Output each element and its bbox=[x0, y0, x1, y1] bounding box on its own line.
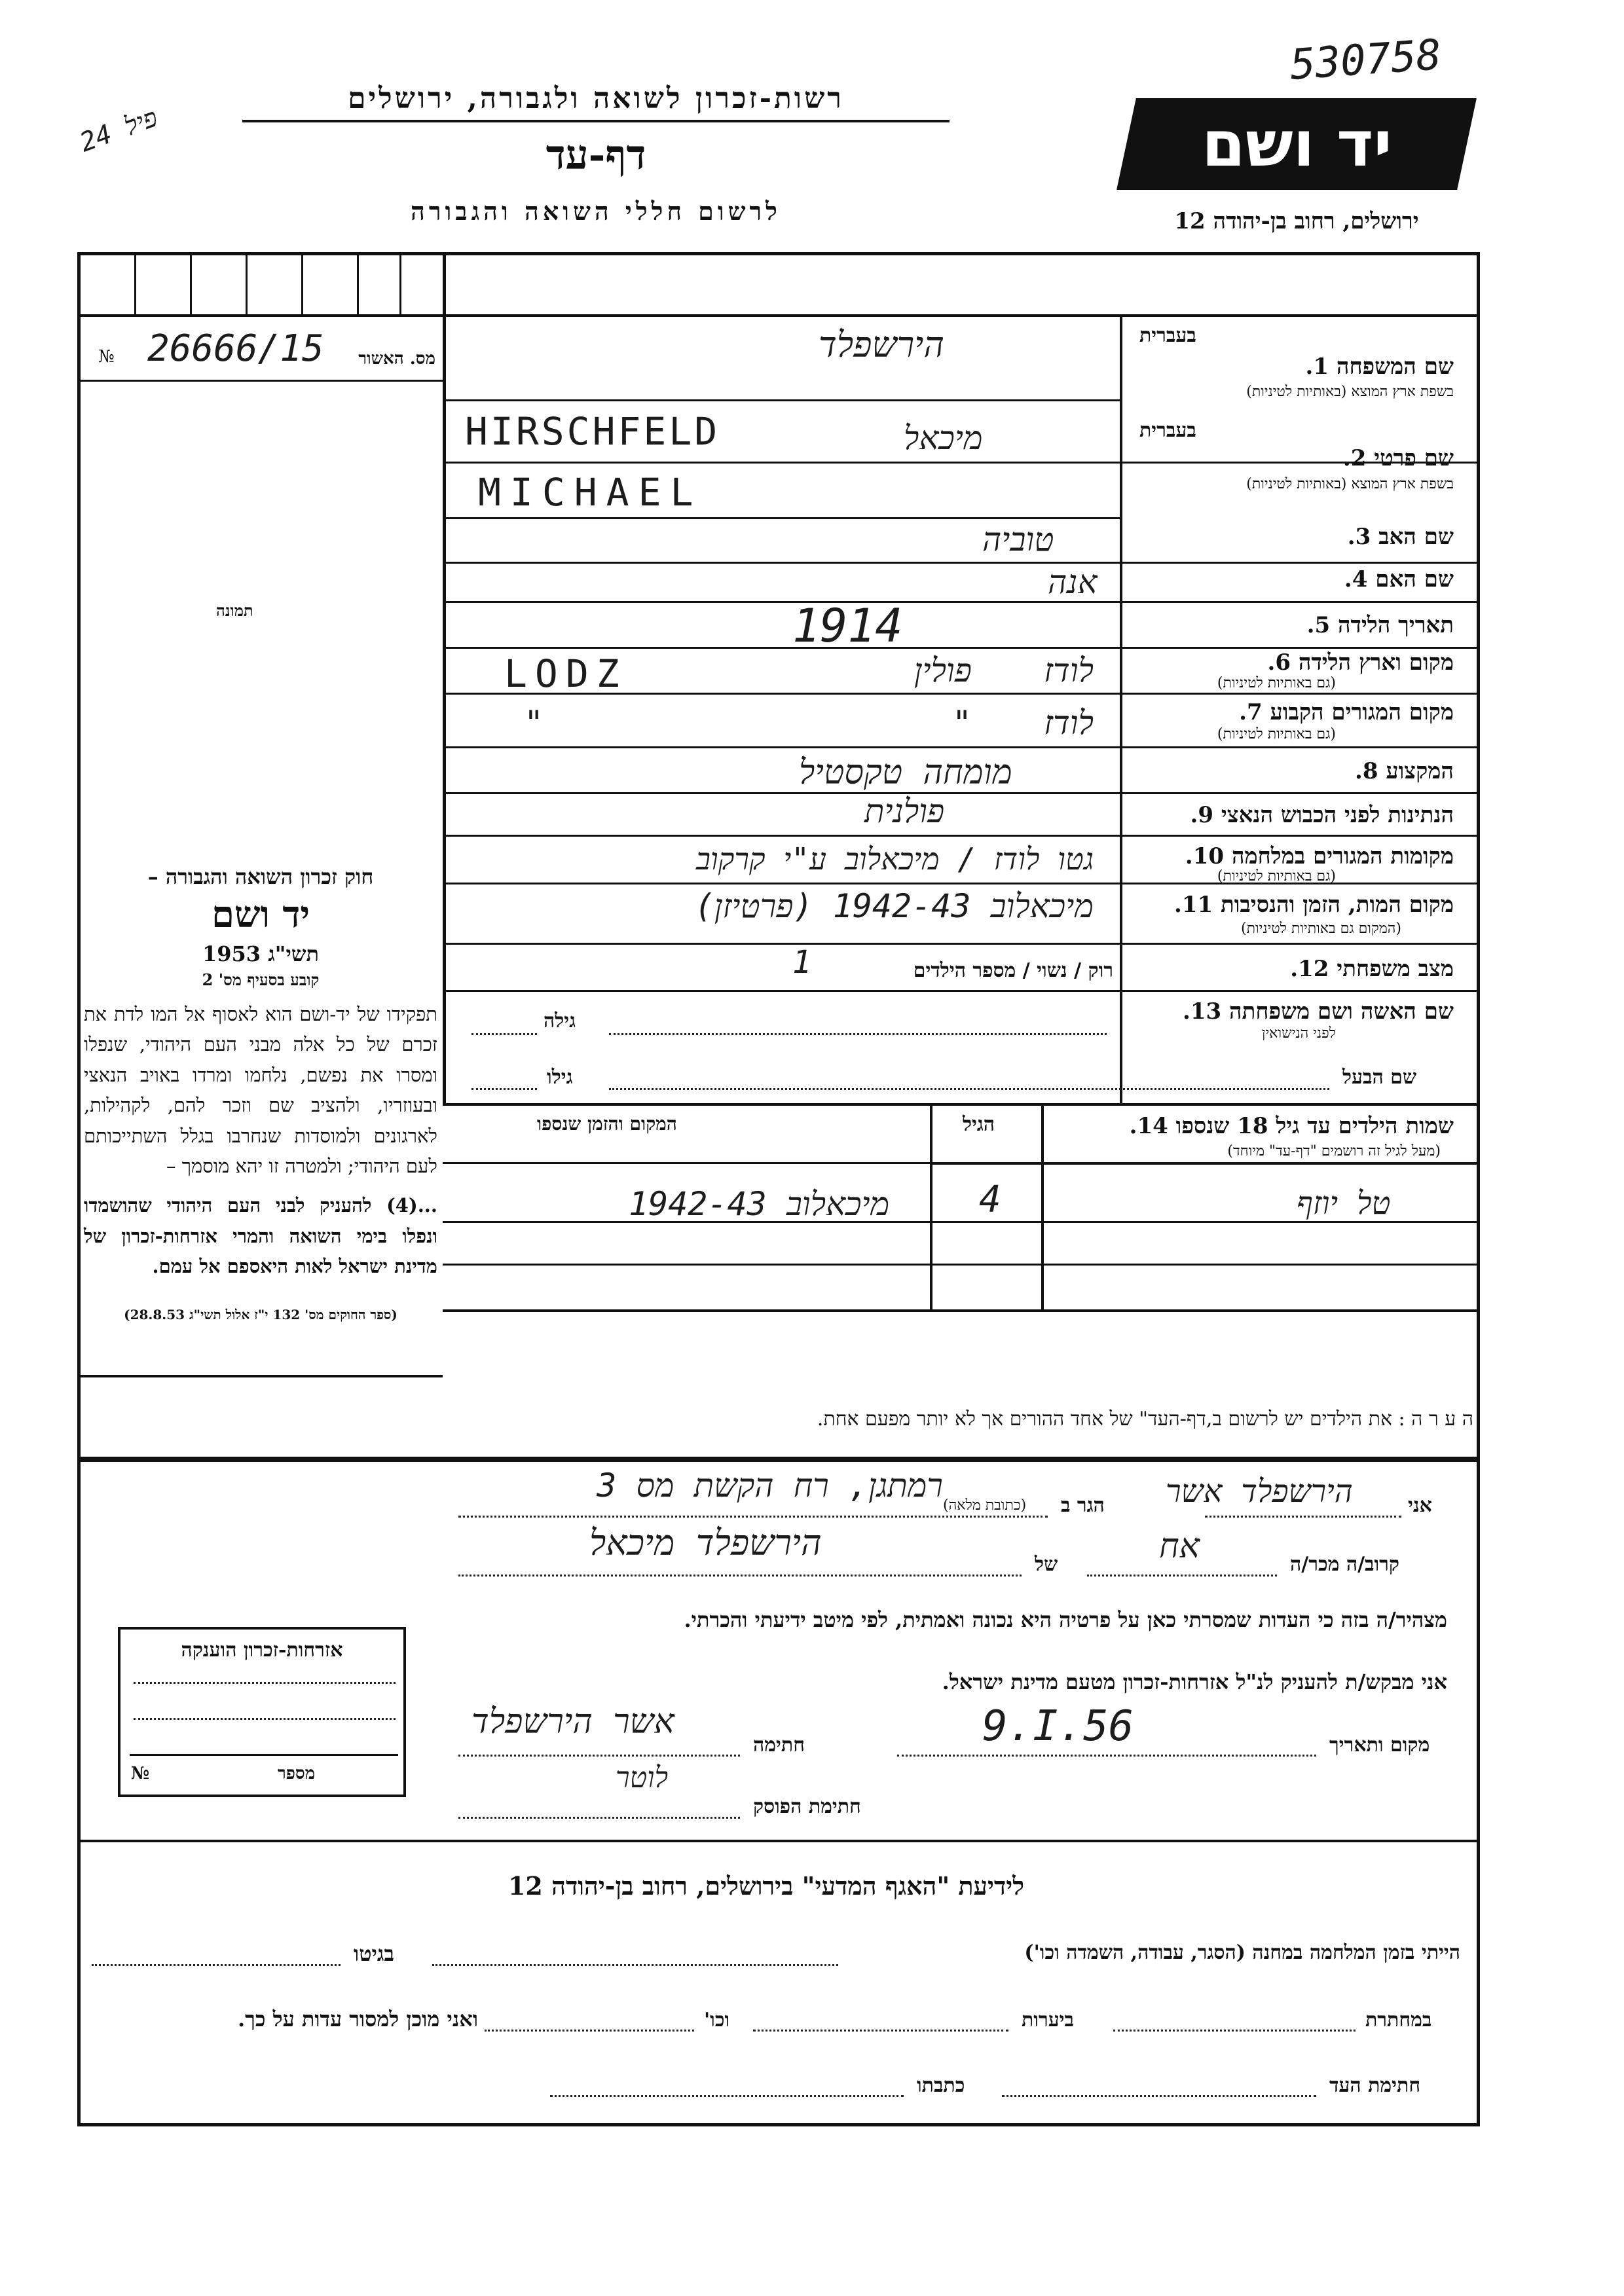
field-6-label: מקום וארץ הלידה 6. bbox=[1267, 649, 1454, 676]
footer-witness-signature: חתימת העד bbox=[1329, 2074, 1421, 2097]
declarant-gar-b: הגר ב bbox=[1061, 1494, 1105, 1517]
field-12-children: 1 bbox=[792, 944, 811, 981]
field-13-label: שם האשה ושם משפחתה 13. bbox=[1183, 998, 1454, 1025]
field-7-latin-value: " bbox=[524, 704, 544, 742]
field-13-sub: לפני הנישואין bbox=[1261, 1025, 1336, 1042]
field-11-sub: (המקום גם באותיות לטיניות) bbox=[1241, 920, 1401, 937]
child-1-age: 4 bbox=[979, 1178, 1001, 1221]
law-text-2: ...(4) להעניק לבני העם היהודי שהושמדו ונפלו בימי השואה והמרי אזרחות-זכרון של מדינת ישראל לאות היאספם אל עמם. bbox=[84, 1194, 437, 1278]
approval-number: 26666/15 bbox=[147, 327, 324, 370]
header-address: ירושלים, רחוב בן-יהודה 12 bbox=[1174, 208, 1419, 234]
declaration-text: מצהיר/ה בזה כי העדות שמסרתי כאן על פרטיה היא נכונה ואמתית, לפי מיטב ידיעתי והכרתי. bbox=[684, 1607, 1447, 1632]
field-2-latin-value: MICHAEL bbox=[478, 470, 703, 515]
page-title: דף-עד bbox=[545, 131, 646, 179]
field-6-latin-value: LODZ bbox=[504, 651, 627, 696]
signature-value: אשר הירשפלד bbox=[471, 1702, 674, 1741]
declarant-ani: אני bbox=[1408, 1494, 1432, 1517]
field-14-label: שמות הילדים עד גיל 18 שנספו 14. bbox=[1129, 1113, 1454, 1139]
address-hint: (כתובת מלאה) bbox=[943, 1497, 1027, 1514]
field-2-label: שם פרטי 2. bbox=[1342, 445, 1454, 471]
request-text: אני מבקש/ת להעניק לנ"ל אזרחות-זכרון מטעם מדינת ישראל. bbox=[942, 1669, 1447, 1694]
law-title: חוק זכרון השואה והגבורה – bbox=[147, 864, 374, 889]
husband-name-line bbox=[609, 1088, 1329, 1090]
footer-willing: ואני מוכן למסור עדות על כך. bbox=[237, 2007, 478, 2032]
declarant-address: רמתגן, רח הקשת מס 3 bbox=[597, 1467, 943, 1504]
husband-age-label: גילו bbox=[547, 1066, 573, 1089]
wife-age-line bbox=[471, 1033, 537, 1035]
footer-address: כתבתו bbox=[917, 2074, 965, 2097]
footer-etc: וכו' bbox=[704, 2009, 730, 2032]
field-12-options: רוק / נשוי / מספר הילדים bbox=[913, 959, 1113, 982]
wife-age-label: גילה bbox=[544, 1010, 576, 1032]
field-1-label: שם המשפחה 1. bbox=[1305, 354, 1454, 380]
of-name: הירשפלד מיכאל bbox=[589, 1522, 822, 1563]
field-3-label: שם האב 3. bbox=[1347, 524, 1454, 550]
footer-forests: ביערות bbox=[1022, 2009, 1075, 2032]
citizenship-no-symbol: № bbox=[131, 1764, 150, 1783]
margin-note: פיל 24 bbox=[75, 102, 162, 158]
relation-value: אח bbox=[1159, 1527, 1200, 1566]
footer-line-1-end: בגיטו bbox=[354, 1941, 394, 1966]
law-year: תשי"ג 1953 bbox=[202, 941, 319, 966]
law-panel bbox=[84, 864, 437, 1323]
field-6-value: לודז פולין bbox=[913, 651, 1094, 689]
place-date-label: מקום ותאריך bbox=[1329, 1734, 1430, 1757]
place-date-value: 9.I.56 bbox=[982, 1702, 1134, 1751]
field-12-label: מצב משפחתי 12. bbox=[1290, 956, 1454, 982]
officer-signature: לוטר bbox=[616, 1761, 669, 1795]
signature-label: חתימה bbox=[753, 1734, 805, 1757]
field-10-label: מקומות המגורים במלחמה 10. bbox=[1185, 843, 1454, 869]
field-7-value: לודז " bbox=[951, 704, 1094, 742]
field-14-sub: (מעל לגיל זה רושמים "דף-עד" מיוחד) bbox=[1227, 1143, 1441, 1159]
officer-label: חתימת הפוסק bbox=[753, 1795, 861, 1818]
footer-heading: לידיעת "האגף המדעי" בירושלים, רחוב בן-יהודה 12 bbox=[507, 1871, 1025, 1901]
corner-number: 530758 bbox=[1288, 31, 1443, 90]
field-11-label: מקום המות, הזמן והנסיבות 11. bbox=[1173, 892, 1454, 918]
citizenship-title: אזרחות-זכרון הוענקה bbox=[181, 1639, 343, 1662]
field-10-sub: (גם באותיות לטיניות) bbox=[1217, 868, 1336, 884]
of-label: של bbox=[1035, 1553, 1058, 1576]
citizenship-box bbox=[118, 1627, 406, 1797]
child-1-place: מיכאלוב 1942-43 bbox=[629, 1185, 890, 1223]
field-1-hebrew-value: הירשפלד bbox=[819, 324, 944, 365]
children-note: ה ע ר ה : את הילדים יש לרשום ב,דף-העד" של אחד ההורים אך לא יותר מפעם אחת. bbox=[817, 1408, 1473, 1430]
law-text-1: תפקידו של יד-ושם הוא לאסוף אל המו לדת את זכרם של כל אלה מבני העם היהודי, שנפלו ומסרו את נפשם, נלחמו ומרדו באויב הנאצי ובעוזריו, ולהציב שם וזכר להם, לקהילות, לארגונים ולמוסדות שנחרבו בגלל השתייכותם לעם היהודי; ולמטרה זו יהא מוסמך – bbox=[84, 1003, 437, 1177]
authority-header: רשות-זכרון לשואה ולגבורה, ירושלים bbox=[348, 82, 844, 115]
husband-age-line bbox=[471, 1088, 537, 1090]
approval-label: מס. האשור bbox=[358, 349, 435, 369]
citizenship-number-label: מספר bbox=[278, 1764, 316, 1783]
field-5-value: 1914 bbox=[792, 599, 903, 653]
child-1-name: טל יוזף bbox=[1297, 1185, 1391, 1222]
yad-vashem-logo: יד ושם bbox=[1116, 98, 1477, 190]
field-1-sub: בשפת ארץ המוצא (באותיות לטיניות) bbox=[1246, 384, 1454, 400]
photo-label: תמונה bbox=[216, 601, 253, 620]
col-place-header: המקום והזמן שנספו bbox=[537, 1113, 677, 1135]
law-name: יד ושם bbox=[211, 893, 310, 936]
col-age-header: הגיל bbox=[963, 1113, 995, 1136]
field-4-label: שם האם 4. bbox=[1344, 566, 1454, 592]
page-subtitle: לרשום חללי השואה והגבורה bbox=[411, 196, 781, 226]
field-2-sub: בשפת ארץ המוצא (באותיות לטיניות) bbox=[1246, 476, 1454, 492]
field-7-sub: (גם באותיות לטיניות) bbox=[1217, 726, 1336, 742]
husband-label: שם הבעל bbox=[1342, 1066, 1417, 1089]
field-8-value: מומחה טקסטיל bbox=[799, 753, 1012, 792]
approval-no-symbol: № bbox=[98, 347, 115, 367]
field-2-hebrew-value: מיכאל bbox=[904, 419, 983, 457]
law-clause: קובע בסעיף מס' 2 bbox=[202, 970, 320, 989]
field-6-sub: (גם באותיות לטיניות) bbox=[1217, 675, 1336, 691]
field-10-value: גטו לודז / מיכאלוב ע"י קרקוב bbox=[695, 841, 1094, 877]
field-9-value: פולנית bbox=[864, 792, 945, 830]
field-5-label: תאריך הלידה 5. bbox=[1306, 612, 1454, 638]
field-1-latin-value: HIRSCHFELD bbox=[465, 409, 720, 454]
hebrew-tag-1: בעברית bbox=[1139, 324, 1196, 347]
field-3-value: טוביה bbox=[982, 520, 1054, 558]
hebrew-tag-2: בעברית bbox=[1139, 419, 1196, 442]
field-7-label: מקום המגורים הקבוע 7. bbox=[1239, 699, 1454, 725]
wife-name-line bbox=[609, 1033, 1107, 1035]
field-11-value: מיכאלוב 1942-43 (פרטיזן) bbox=[694, 887, 1094, 925]
field-4-value: אנה bbox=[1048, 563, 1098, 601]
field-9-label: הנתינות לפני הכבוש הנאצי 9. bbox=[1190, 802, 1454, 828]
law-source: (ספר החוקים מס' 132 י"ז אלול תשי"ג 28.8.53) bbox=[124, 1306, 397, 1322]
declarant-name: הירשפלד אשר bbox=[1166, 1473, 1353, 1510]
field-8-label: המקצוע 8. bbox=[1354, 758, 1454, 784]
footer-underground: במחתרת bbox=[1365, 2009, 1432, 2032]
relative-label: קרוב/ה מכר/ה bbox=[1290, 1553, 1399, 1576]
footer-line-1: הייתי בזמן המלחמה במחנה (הסגר, עבודה, השמדה וכו') bbox=[1024, 1941, 1460, 1964]
